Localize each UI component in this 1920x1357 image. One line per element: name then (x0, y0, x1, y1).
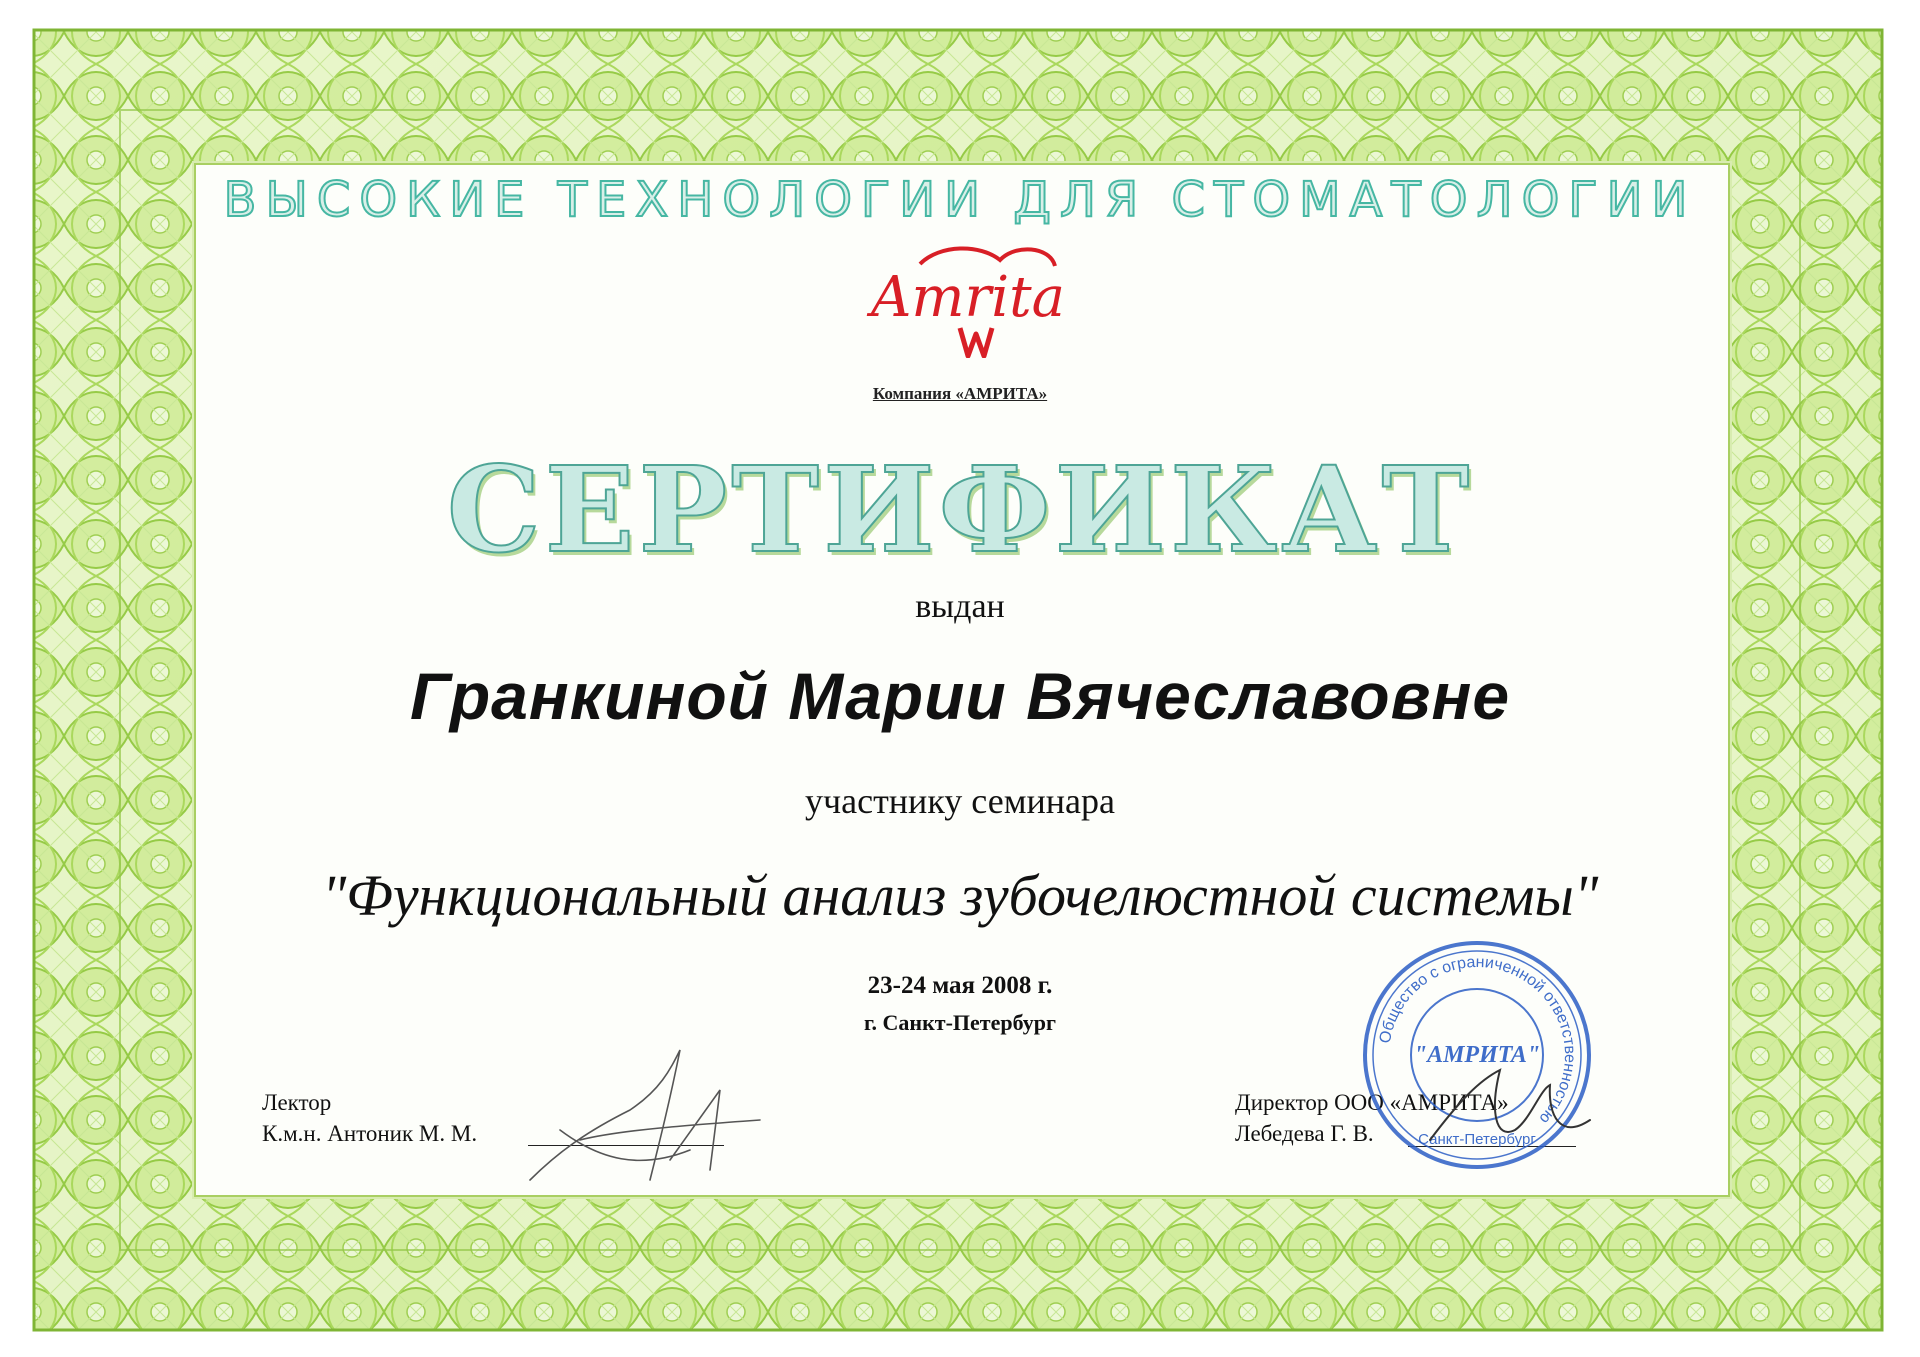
amrita-logo (850, 238, 1090, 358)
seminar-city: г. Санкт-Петербург (864, 1010, 1056, 1035)
company-name: Компания «АМРИТА» (872, 384, 1048, 403)
director-name: Лебедева Г. В. (1235, 1121, 1374, 1146)
seminar-title: "Функциональный анализ зубочелюстной системы" (321, 863, 1599, 928)
seminar-date: 23-24 мая 2008 г. (867, 972, 1053, 999)
logo-wordmark: Amrita (870, 265, 1066, 330)
participant-label: участнику семинара (805, 781, 1115, 821)
issued-label: выдан (915, 588, 1005, 625)
tagline: ВЫСОКИЕ ТЕХНОЛОГИИ ДЛЯ СТОМАТОЛОГИИ (223, 172, 1697, 228)
stamp-bottom-text: Санкт-Петербург (1418, 1131, 1536, 1148)
certificate-title: СЕРТИФИКАТ (446, 440, 1474, 579)
director-title: Директор ООО «АМРИТА» (1235, 1090, 1509, 1115)
stamp-center-text: "АМРИТА" (1413, 1042, 1541, 1068)
lector-name: К.м.н. Антоник М. М. (262, 1121, 478, 1146)
lector-title: Лектор (262, 1090, 332, 1115)
lector-signature (520, 1030, 770, 1210)
director-signature (1420, 1060, 1600, 1160)
recipient-name: Гранкиной Марии Вячеславовне (409, 659, 1511, 733)
stamp-outer-text: Общество с ограниченной ответственностью (1376, 953, 1579, 1127)
